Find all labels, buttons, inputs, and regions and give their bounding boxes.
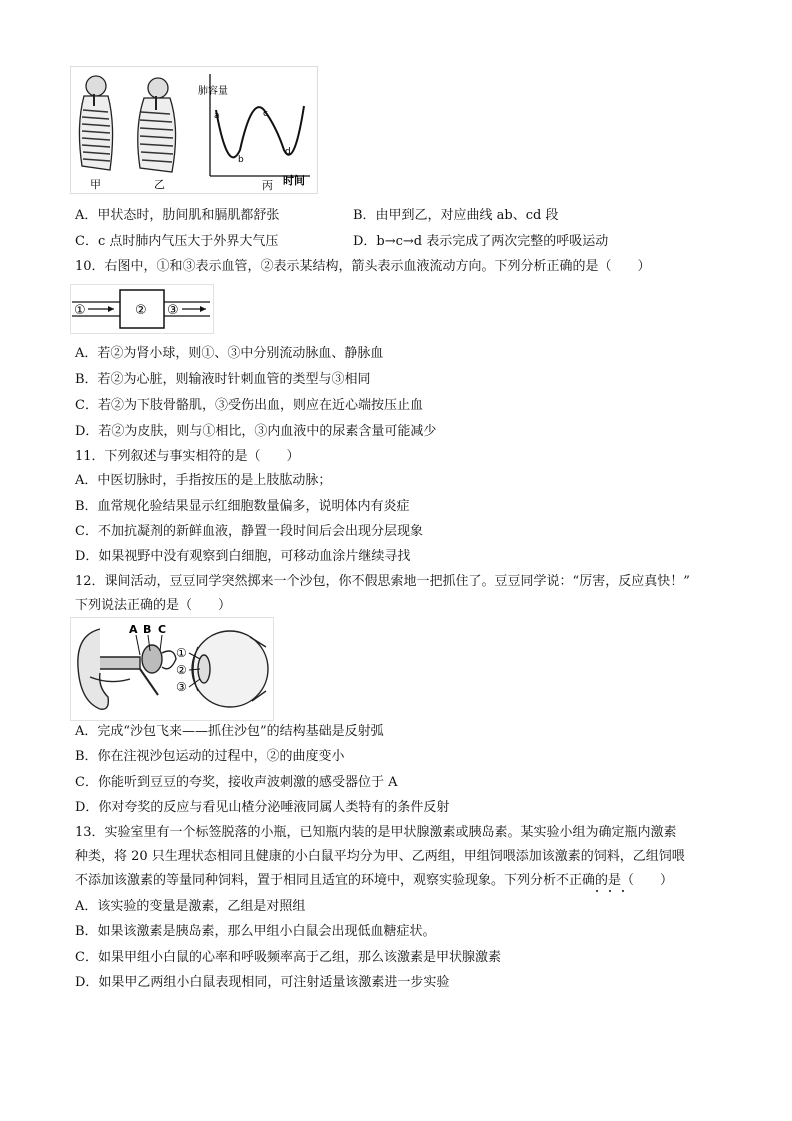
q10-option-c: C．若②为下肢骨骼肌，③受伤出血，则应在近心端按压止血 [75, 398, 423, 413]
label-bing: 丙 [262, 179, 273, 192]
lung-volume-graph [198, 74, 310, 192]
q11-option-d: D．如果视野中没有观察到白细胞，可移动血涂片继续寻找 [75, 549, 411, 564]
point-a: a [214, 111, 220, 121]
q11-option-c: C．不加抗凝剂的新鲜血液，静置一段时间后会出现分层现象 [75, 524, 423, 539]
structure-2-label: ② [135, 303, 147, 318]
label-yi: 乙 [154, 178, 165, 191]
q13-option-b: B．如果该激素是胰岛素，那么甲组小白鼠会出现低血糖症状。 [75, 924, 436, 939]
torso-yi-drawing [138, 78, 176, 172]
blood-vessel-figure [70, 284, 214, 334]
label-a: A [129, 623, 138, 636]
emphasis-dots [592, 890, 632, 894]
label-b: B [143, 623, 152, 636]
q9-option-d: D．b→c→d 表示完成了两次完整的呼吸运动 [353, 234, 609, 249]
q13-stem-line1: 13．实验室里有一个标签脱落的小瓶，已知瓶内装的是甲状腺激素或胰岛素。某实验小组为确定瓶内激素 [75, 825, 677, 840]
q13-option-d: D．如果甲乙两组小白鼠表现相同，可注射适量该激素进一步实验 [75, 975, 450, 990]
q12-option-a: A．完成“沙包飞来——抓住沙包”的结构基础是反射弧 [75, 724, 384, 739]
q11-option-a: A．中医切脉时，手指按压的是上肢肱动脉； [75, 473, 332, 488]
point-d: d [285, 147, 291, 157]
q13-option-a: A．该实验的变量是激素，乙组是对照组 [75, 899, 306, 914]
q10-stem: 10．右图中，①和③表示血管，②表示某结构，箭头表示血液流动方向。下列分析正确的是（ ） [75, 259, 651, 274]
q12-option-c: C．你能听到豆豆的夸奖，接收声波刺激的感受器位于 A [75, 775, 398, 790]
vessel-3-label: ③ [167, 303, 179, 318]
eye-label-3: ③ [176, 680, 187, 694]
q11-option-b: B．血常规化验结果显示红细胞数量偏多，说明体内有炎症 [75, 499, 410, 514]
q12-option-b: B．你在注视沙包运动的过程中，②的曲度变小 [75, 749, 345, 764]
point-c: c [263, 109, 268, 119]
q12-option-d: D．你对夸奖的反应与看见山楂分泌唾液同属人类特有的条件反射 [75, 800, 450, 815]
q13-stem-line3: 不添加该激素的等量同种饲料，置于相同且适宜的环境中，观察实验现象。下列分析不正确的是（ ） [75, 873, 674, 888]
eye-drawing [192, 631, 268, 707]
q10-option-d: D．若②为皮肤，则与①相比，③内血液中的尿素含量可能减少 [75, 424, 437, 439]
q12-stem-line2: 下列说法正确的是（ ） [75, 598, 232, 613]
q12-stem-line1: 12．课间活动，豆豆同学突然掷来一个沙包，你不假思索地一把抓住了。豆豆同学说：“厉害，反应真快！” [75, 574, 690, 589]
vessel-1-label: ① [74, 303, 86, 318]
label-jia: 甲 [90, 178, 101, 191]
eye-label-2: ② [176, 663, 187, 677]
q9-option-b: B．由甲到乙，对应曲线 ab、cd 段 [353, 208, 559, 223]
respiration-figure [70, 66, 318, 194]
q13-stem-line2: 种类，将 20 只生理状态相同且健康的小白鼠平均分为甲、乙两组，甲组饲喂添加该激素的饲料，乙组饲喂 [75, 849, 685, 864]
q10-option-a: A．若②为肾小球，则①、③中分别流动脉血、静脉血 [75, 346, 384, 361]
q11-stem: 11．下列叙述与事实相符的是（ ） [75, 449, 300, 464]
point-b: b [238, 155, 244, 165]
q9-option-c: C．c 点时肺内气压大于外界大气压 [75, 234, 279, 249]
q13-option-c: C．如果甲组小白鼠的心率和呼吸频率高于乙组，那么该激素是甲状腺激素 [75, 950, 501, 965]
ear-eye-figure [70, 617, 274, 721]
q9-option-a: A．甲状态时，肋间肌和膈肌都舒张 [75, 208, 280, 223]
eye-label-1: ① [176, 646, 187, 660]
label-c: C [158, 623, 167, 636]
y-axis-label: 肺容量 [198, 86, 228, 97]
q10-option-b: B．若②为心脏，则输液时针刺血管的类型与③相同 [75, 372, 371, 387]
x-axis-label: 时间 [283, 174, 305, 187]
torso-jia-drawing [79, 76, 112, 170]
